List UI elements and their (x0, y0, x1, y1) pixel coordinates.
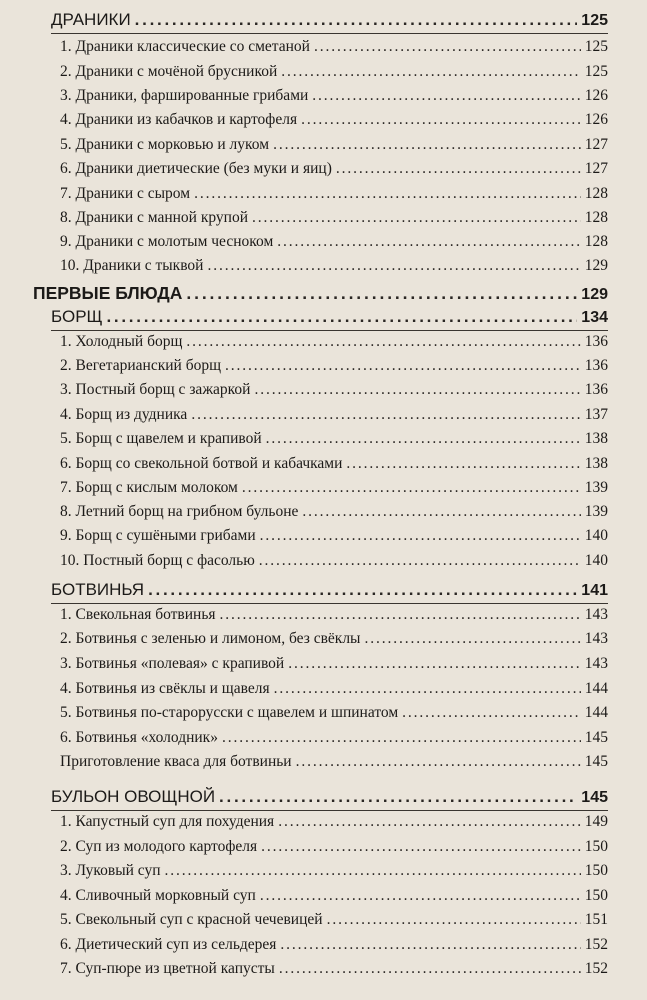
toc-entry-title: 10. Драники с тыквой (60, 257, 204, 274)
toc-entry-title: 4. Ботвинья из свёклы и щавеля (60, 680, 270, 697)
dot-leader (279, 960, 581, 978)
toc-entry-title: 6. Драники диетические (без муки и яиц) (60, 160, 332, 177)
toc-entry-title: 5. Ботвинья по-старорусски с щавелем и шпинатом (60, 704, 399, 721)
toc-page-number: 150 (584, 862, 608, 879)
toc-page-number: 136 (584, 333, 608, 350)
toc-entry-title: 4. Сливочный морковный суп (60, 887, 256, 904)
dot-leader (242, 479, 581, 497)
dot-leader (402, 704, 581, 722)
dot-leader (288, 655, 581, 673)
dot-leader (346, 455, 580, 473)
toc-page-number: 127 (584, 160, 608, 177)
toc-page-number: 145 (584, 753, 608, 770)
toc-entry (60, 911, 608, 929)
section-underline (51, 33, 608, 34)
toc-page-number: 152 (584, 960, 608, 977)
toc-entry (60, 160, 608, 178)
toc-entry (60, 381, 608, 399)
dot-leader (364, 630, 580, 648)
toc-page-number: 150 (584, 838, 608, 855)
toc-page-number: 128 (584, 233, 608, 250)
toc-page-number: 128 (584, 209, 608, 226)
toc-entry-title: 1. Драники классические со сметаной (60, 38, 310, 55)
toc-entry-title: ДРАНИКИ (51, 10, 131, 29)
toc-entry (60, 111, 608, 129)
dot-leader (278, 813, 581, 831)
toc-page-number: 139 (584, 479, 608, 496)
toc-entry (60, 630, 608, 648)
toc-page-number: 145 (584, 729, 608, 746)
toc-page-number: 140 (584, 552, 608, 569)
toc-entry (60, 503, 608, 521)
dot-leader (106, 307, 577, 327)
toc-page-number: 150 (584, 887, 608, 904)
dot-leader (186, 333, 580, 351)
toc-page-number: 129 (581, 286, 608, 303)
toc-entry (60, 704, 608, 722)
toc-entry (60, 357, 608, 375)
toc-entry-title: 6. Диетический суп из сельдерея (60, 936, 277, 953)
toc-section-heading (51, 10, 608, 30)
dot-leader (274, 680, 581, 698)
toc-entry-title: БОТВИНЬЯ (51, 580, 145, 599)
dot-leader (314, 38, 581, 56)
dot-leader (222, 729, 581, 747)
toc-entry (60, 527, 608, 545)
toc-page-number: 127 (584, 136, 608, 153)
toc-entry-title: 5. Свекольный суп с красной чечевицей (60, 911, 323, 928)
toc-entry-title: 7. Драники с сыром (60, 185, 191, 202)
toc-page-number: 140 (584, 527, 608, 544)
dot-leader (312, 87, 580, 105)
toc-entry (60, 257, 608, 275)
dot-leader (207, 257, 580, 275)
toc-page-number: 125 (584, 38, 608, 55)
toc-page-number: 129 (584, 257, 608, 274)
toc-section-heading (51, 307, 608, 327)
toc-chapter-heading (33, 283, 608, 304)
toc-entry-title: 3. Луковый суп (60, 862, 161, 879)
toc-entry-title: 6. Борщ со свекольной ботвой и кабачками (60, 455, 343, 472)
dot-leader (302, 503, 580, 521)
toc-entry (60, 680, 608, 698)
toc-page-number: 137 (584, 406, 608, 423)
toc-entry-title: 9. Борщ с сушёными грибами (60, 527, 256, 544)
toc-page-number: 138 (584, 455, 608, 472)
toc-entry (60, 552, 608, 570)
toc-entry-title: БУЛЬОН ОВОЩНОЙ (51, 787, 216, 806)
section-underline (51, 603, 608, 604)
toc-entry-title: 8. Летний борщ на грибном бульоне (60, 503, 299, 520)
toc-entry-title: 7. Борщ с кислым молоком (60, 479, 238, 496)
dot-leader (260, 887, 581, 905)
dot-leader (135, 10, 578, 30)
toc-entry-title: БОРЩ (51, 307, 103, 326)
toc-page-number: 139 (584, 503, 608, 520)
dot-leader (186, 283, 577, 304)
section-underline (51, 330, 608, 331)
toc-page-number: 143 (584, 630, 608, 647)
toc-page-number: 126 (584, 111, 608, 128)
toc-entry-title: 3. Постный борщ с зажаркой (60, 381, 251, 398)
toc-entry-title: 2. Драники с мочёной брусникой (60, 63, 278, 80)
toc-section-heading (51, 580, 608, 600)
toc-page-number: 126 (584, 87, 608, 104)
dot-leader (266, 430, 581, 448)
toc-page-number: 134 (581, 309, 608, 326)
toc-entry (60, 862, 608, 880)
dot-leader (260, 527, 581, 545)
toc-entry-title: 2. Суп из молодого картофеля (60, 838, 258, 855)
toc-entry (60, 753, 608, 771)
dot-leader (261, 838, 581, 856)
dot-leader (252, 209, 581, 227)
toc-entry-title: 5. Борщ с щавелем и крапивой (60, 430, 262, 447)
toc-page-number: 125 (584, 63, 608, 80)
toc-entry (60, 136, 608, 154)
toc-page-number: 141 (581, 582, 608, 599)
toc-page-number: 138 (584, 430, 608, 447)
toc-entry (60, 813, 608, 831)
toc-entry (60, 655, 608, 673)
dot-leader (336, 160, 581, 178)
toc-entry-title: 5. Драники с морковью и луком (60, 136, 270, 153)
toc-entry (60, 479, 608, 497)
toc-entry (60, 406, 608, 424)
dot-leader (191, 406, 580, 424)
dot-leader (273, 136, 581, 154)
toc-page-number: 151 (584, 911, 608, 928)
toc-page-number: 125 (581, 12, 608, 29)
toc-entry-title: 3. Ботвинья «полевая» с крапивой (60, 655, 285, 672)
toc-entry (60, 729, 608, 747)
dot-leader (220, 606, 581, 624)
toc-entry-title: 3. Драники, фаршированные грибами (60, 87, 309, 104)
toc-entry-title: 1. Капустный суп для похудения (60, 813, 275, 830)
toc-entry-title: 6. Ботвинья «холодник» (60, 729, 218, 746)
toc-entry-title: Приготовление кваса для ботвиньи (60, 753, 292, 770)
toc-entry (60, 63, 608, 81)
toc-entry (60, 430, 608, 448)
dot-leader (194, 185, 581, 203)
toc-entry-title: 1. Свекольная ботвинья (60, 606, 216, 623)
toc-entry-title: 4. Драники из кабачков и картофеля (60, 111, 298, 128)
toc-entry-title: 8. Драники с манной крупой (60, 209, 249, 226)
dot-leader (254, 381, 580, 399)
toc-entry (60, 606, 608, 624)
toc-entry-title: 1. Холодный борщ (60, 333, 183, 350)
toc-entry-title: 9. Драники с молотым чесноком (60, 233, 274, 250)
toc-entry-title: 2. Вегетарианский борщ (60, 357, 222, 374)
dot-leader (301, 111, 581, 129)
toc-entry-title: 4. Борщ из дудника (60, 406, 188, 423)
toc-entry (60, 838, 608, 856)
dot-leader (148, 580, 577, 600)
toc-entry (60, 887, 608, 905)
toc-page-number: 149 (584, 813, 608, 830)
dot-leader (327, 911, 581, 929)
toc-entry (60, 38, 608, 56)
toc-page-number: 143 (584, 606, 608, 623)
dot-leader (259, 552, 581, 570)
toc-entry-title: 2. Ботвинья с зеленью и лимоном, без свёклы (60, 630, 361, 647)
toc-page-number: 144 (584, 704, 608, 721)
toc-entry (60, 185, 608, 203)
dot-leader (281, 63, 581, 81)
toc-page-number: 143 (584, 655, 608, 672)
toc-entry (60, 936, 608, 954)
section-underline (51, 810, 608, 811)
toc-page-number: 145 (581, 789, 608, 806)
toc-entry-title: ПЕРВЫЕ БЛЮДА (33, 283, 183, 303)
dot-leader (165, 862, 581, 880)
toc-page-number: 136 (584, 357, 608, 374)
dot-leader (277, 233, 581, 251)
toc-page-number: 128 (584, 185, 608, 202)
toc-entry (60, 87, 608, 105)
dot-leader (219, 787, 577, 807)
toc-entry-title: 10. Постный борщ с фасолью (60, 552, 255, 569)
toc-entry-title: 7. Суп-пюре из цветной капусты (60, 960, 275, 977)
toc-entry (60, 333, 608, 351)
toc-entry (60, 960, 608, 978)
toc-entry (60, 233, 608, 251)
toc-entry (60, 209, 608, 227)
dot-leader (296, 753, 581, 771)
dot-leader (280, 936, 580, 954)
toc-page-number: 136 (584, 381, 608, 398)
dot-leader (225, 357, 581, 375)
toc-page-number: 152 (584, 936, 608, 953)
toc-entry (60, 455, 608, 473)
toc-page-number: 144 (584, 680, 608, 697)
toc-section-heading (51, 787, 608, 807)
